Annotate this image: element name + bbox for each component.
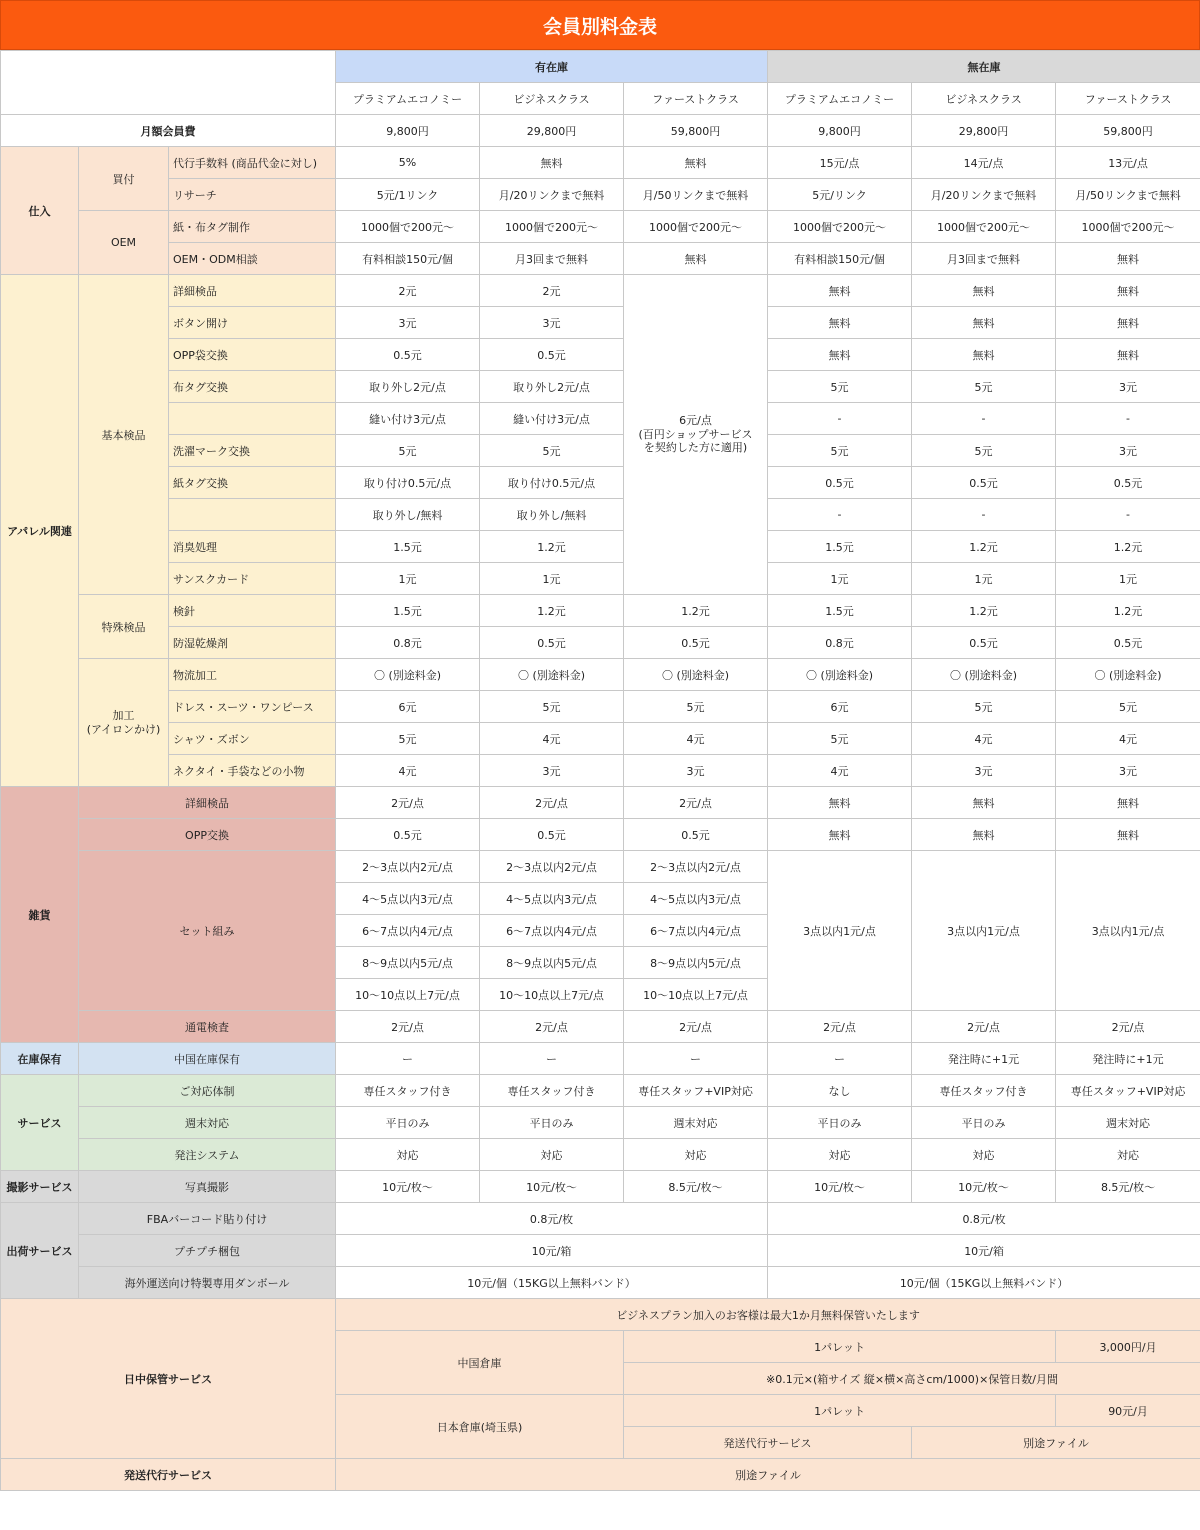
table-row bbox=[1, 1139, 1200, 1171]
value-cell: 15元/点 bbox=[768, 147, 912, 179]
value-cell: 0.5元 bbox=[768, 467, 912, 499]
value-cell: 4元 bbox=[336, 755, 480, 787]
value-cell: 10～10点以上7元/点 bbox=[624, 979, 768, 1011]
item-label: 布タグ交換 bbox=[169, 371, 336, 403]
value-cell: 無料 bbox=[1056, 339, 1200, 371]
value-cell: 0.5元 bbox=[336, 339, 480, 371]
value-cell: 〇 (別途料金) bbox=[480, 659, 624, 691]
value-cell: 無料 bbox=[768, 819, 912, 851]
value-cell: 4～5点以内3元/点 bbox=[480, 883, 624, 915]
value-cell: 10元/個（15KG以上無料バンド） bbox=[768, 1267, 1200, 1299]
table-row bbox=[1, 1235, 1200, 1267]
table-row bbox=[1, 1043, 1200, 1075]
item-label: 検針 bbox=[169, 595, 336, 627]
value-cell: 取り外し/無料 bbox=[480, 499, 624, 531]
value-cell: 1.2元 bbox=[1056, 595, 1200, 627]
value-cell: 有料相談150元/個 bbox=[336, 243, 480, 275]
value-cell: 0.8元/枚 bbox=[768, 1203, 1200, 1235]
value-cell: 無料 bbox=[768, 787, 912, 819]
item-label: FBAバーコード貼り付け bbox=[79, 1203, 336, 1235]
merged-line: (百円ショップサービス bbox=[638, 427, 753, 441]
value-cell: 月/50リンクまで無料 bbox=[624, 179, 768, 211]
value-cell: 5元/リンク bbox=[768, 179, 912, 211]
value-cell: 1元 bbox=[336, 563, 480, 595]
value-cell: 4元 bbox=[480, 723, 624, 755]
value-cell: 10元/個（15KG以上無料バンド） bbox=[336, 1267, 768, 1299]
value-cell: 無料 bbox=[768, 307, 912, 339]
value-cell: 専任スタッフ+VIP対応 bbox=[624, 1075, 768, 1107]
value-cell: 2元/点 bbox=[336, 1011, 480, 1043]
merged-line: を契約した方に適用) bbox=[643, 441, 748, 455]
value-cell: 5元 bbox=[624, 691, 768, 723]
value-cell: - bbox=[912, 499, 1056, 531]
value-cell: 59,800円 bbox=[1056, 115, 1200, 147]
subcategory-kako bbox=[79, 659, 169, 787]
value-cell: 1.2元 bbox=[480, 595, 624, 627]
plan-header: ビジネスクラス bbox=[912, 83, 1056, 115]
value-cell: 5元 bbox=[912, 371, 1056, 403]
item-label: 海外運送向け特製専用ダンボール bbox=[79, 1267, 336, 1299]
value-cell: 10元/箱 bbox=[768, 1235, 1200, 1267]
value-cell: 1000個で200元～ bbox=[624, 211, 768, 243]
category-shiire: 仕入 bbox=[1, 147, 79, 275]
value-cell: 4元 bbox=[768, 755, 912, 787]
item-label-set: セット組み bbox=[79, 851, 336, 1011]
value-cell: 〇 (別途料金) bbox=[624, 659, 768, 691]
value-cell: 3元 bbox=[912, 755, 1056, 787]
value-cell: 無料 bbox=[624, 243, 768, 275]
plan-header: ファーストクラス bbox=[1056, 83, 1200, 115]
value-cell: 0.5元 bbox=[480, 819, 624, 851]
item-label: 中国在庫保有 bbox=[79, 1043, 336, 1075]
plan-header: プラミアムエコノミー bbox=[768, 83, 912, 115]
value-cell: 14元/点 bbox=[912, 147, 1056, 179]
item-label: OEM・ODM相談 bbox=[169, 243, 336, 275]
value-cell: 無料 bbox=[1056, 787, 1200, 819]
item-label: 詳細検品 bbox=[79, 787, 336, 819]
value-cell: 〇 (別途料金) bbox=[912, 659, 1056, 691]
item-label: 写真撮影 bbox=[79, 1171, 336, 1203]
table-row bbox=[1, 307, 1200, 339]
value-cell: 対応 bbox=[480, 1139, 624, 1171]
group-header-mu: 無在庫 bbox=[768, 51, 1200, 83]
value-cell: 10～10点以上7元/点 bbox=[480, 979, 624, 1011]
plan-header: プラミアムエコノミー bbox=[336, 83, 480, 115]
value-cell: 無料 bbox=[768, 275, 912, 307]
item-label: 防湿乾燥剤 bbox=[169, 627, 336, 659]
table-row bbox=[1, 1299, 1200, 1331]
value-cell: 3元 bbox=[1056, 435, 1200, 467]
value-cell: 対応 bbox=[1056, 1139, 1200, 1171]
value-cell: - bbox=[1056, 499, 1200, 531]
china-price: 3,000円/月 bbox=[1056, 1331, 1200, 1363]
table-row bbox=[1, 1203, 1200, 1235]
value-cell: 無料 bbox=[1056, 819, 1200, 851]
value-cell: 3点以内1元/点 bbox=[768, 851, 912, 1011]
value-cell: ー bbox=[624, 1043, 768, 1075]
value-cell: 〇 (別途料金) bbox=[768, 659, 912, 691]
value-cell: 6元 bbox=[768, 691, 912, 723]
item-label: 物流加工 bbox=[169, 659, 336, 691]
value-cell: 0.5元 bbox=[480, 339, 624, 371]
table-row bbox=[1, 499, 1200, 531]
china-pallet: 1パレット bbox=[624, 1331, 1056, 1363]
value-cell: 6～7点以内4元/点 bbox=[480, 915, 624, 947]
value-cell: 2元 bbox=[480, 275, 624, 307]
value-cell: 3元 bbox=[1056, 755, 1200, 787]
value-cell: 専任スタッフ付き bbox=[336, 1075, 480, 1107]
value-cell: 8.5元/枚～ bbox=[1056, 1171, 1200, 1203]
value-cell: 8～9点以内5元/点 bbox=[480, 947, 624, 979]
value-cell: 1000個で200元～ bbox=[1056, 211, 1200, 243]
item-label: 週末対応 bbox=[79, 1107, 336, 1139]
table-row bbox=[1, 275, 1200, 307]
value-cell: 1.2元 bbox=[624, 595, 768, 627]
value-cell: 無料 bbox=[912, 307, 1056, 339]
value-cell: 4元 bbox=[912, 723, 1056, 755]
item-label: 代行手数料 (商品代金に対し) bbox=[169, 147, 336, 179]
table-row bbox=[1, 1459, 1200, 1491]
item-label: 発注システム bbox=[79, 1139, 336, 1171]
table-row bbox=[1, 563, 1200, 595]
value-cell: 0.5元 bbox=[1056, 627, 1200, 659]
table-row bbox=[1, 1011, 1200, 1043]
value-cell: 取り外し2元/点 bbox=[480, 371, 624, 403]
value-cell: 2元/点 bbox=[1056, 1011, 1200, 1043]
value-cell: 専任スタッフ付き bbox=[480, 1075, 624, 1107]
value-cell: 取り付け0.5元/点 bbox=[336, 467, 480, 499]
subcategory-kaitsuke: 買付 bbox=[79, 147, 169, 211]
category-service: サービス bbox=[1, 1075, 79, 1171]
header-corner bbox=[1, 51, 336, 115]
category-zaiko: 在庫保有 bbox=[1, 1043, 79, 1075]
monthly-fee-label: 月額会員費 bbox=[1, 115, 336, 147]
table-row bbox=[1, 211, 1200, 243]
value-cell: 0.8元 bbox=[336, 627, 480, 659]
value-cell: 1.5元 bbox=[768, 595, 912, 627]
table-row bbox=[1, 467, 1200, 499]
value-cell: 4～5点以内3元/点 bbox=[624, 883, 768, 915]
kako-sublabel: (アイロンかけ) bbox=[86, 722, 161, 736]
table-row bbox=[1, 659, 1200, 691]
category-zakka: 雑貨 bbox=[1, 787, 79, 1043]
value-cell: 2元/点 bbox=[336, 787, 480, 819]
table-row bbox=[1, 595, 1200, 627]
value-cell: 無料 bbox=[912, 787, 1056, 819]
first-class-merged-cell bbox=[624, 275, 768, 595]
value-cell: 3元 bbox=[336, 307, 480, 339]
value-cell: 無料 bbox=[912, 339, 1056, 371]
value-cell: 平日のみ bbox=[480, 1107, 624, 1139]
value-cell: 3元 bbox=[624, 755, 768, 787]
hokan-note: ビジネスプラン加入のお客様は最大1か月無料保管いたします bbox=[336, 1299, 1200, 1331]
warehouse-china: 中国倉庫 bbox=[336, 1331, 624, 1395]
value-cell: - bbox=[912, 403, 1056, 435]
value-cell: 専任スタッフ+VIP対応 bbox=[1056, 1075, 1200, 1107]
table-row bbox=[1, 1171, 1200, 1203]
value-cell: 1000個で200元～ bbox=[768, 211, 912, 243]
value-cell: ー bbox=[768, 1043, 912, 1075]
value-cell: 1.5元 bbox=[336, 595, 480, 627]
item-label: 紙タグ交換 bbox=[169, 467, 336, 499]
subcategory-kihon: 基本検品 bbox=[79, 275, 169, 595]
value-cell: 〇 (別途料金) bbox=[1056, 659, 1200, 691]
value-cell: 2元/点 bbox=[912, 1011, 1056, 1043]
japan-pallet: 1パレット bbox=[624, 1395, 1056, 1427]
value-cell: 4元 bbox=[624, 723, 768, 755]
value-cell: 1元 bbox=[480, 563, 624, 595]
monthly-fee-row bbox=[1, 115, 1200, 147]
value-cell: 0.5元 bbox=[912, 467, 1056, 499]
value-cell: 無料 bbox=[624, 147, 768, 179]
value-cell: 0.5元 bbox=[624, 627, 768, 659]
item-label: 詳細検品 bbox=[169, 275, 336, 307]
value-cell: 1.5元 bbox=[336, 531, 480, 563]
value-cell: 3元 bbox=[1056, 371, 1200, 403]
value-cell: 2元/点 bbox=[624, 787, 768, 819]
table-row bbox=[1, 179, 1200, 211]
category-hokan: 日中保管サービス bbox=[1, 1299, 336, 1459]
value-cell: 3点以内1元/点 bbox=[1056, 851, 1200, 1011]
table-row bbox=[1, 371, 1200, 403]
value-cell: 6～7点以内4元/点 bbox=[336, 915, 480, 947]
value-cell: 取り付け0.5元/点 bbox=[480, 467, 624, 499]
value-cell: 月/20リンクまで無料 bbox=[912, 179, 1056, 211]
category-shukka: 出荷サービス bbox=[1, 1203, 79, 1299]
value-cell: 6元 bbox=[336, 691, 480, 723]
group-header-ari: 有在庫 bbox=[336, 51, 768, 83]
table-row bbox=[1, 1107, 1200, 1139]
value-cell: 1.2元 bbox=[912, 531, 1056, 563]
value-cell: 3元 bbox=[480, 755, 624, 787]
value-cell: 5元 bbox=[480, 691, 624, 723]
value-cell: 無料 bbox=[1056, 275, 1200, 307]
value-cell: 29,800円 bbox=[912, 115, 1056, 147]
value-cell: 1000個で200元～ bbox=[480, 211, 624, 243]
value-cell: 無料 bbox=[480, 147, 624, 179]
value-cell: 59,800円 bbox=[624, 115, 768, 147]
value-cell: - bbox=[768, 403, 912, 435]
value-cell: 0.5元 bbox=[912, 627, 1056, 659]
item-label: サンスクカード bbox=[169, 563, 336, 595]
value-cell: 10元/箱 bbox=[336, 1235, 768, 1267]
value-cell: 2～3点以内2元/点 bbox=[336, 851, 480, 883]
table-row bbox=[1, 755, 1200, 787]
value-cell: 対応 bbox=[912, 1139, 1056, 1171]
value-cell: 平日のみ bbox=[768, 1107, 912, 1139]
item-label: リサーチ bbox=[169, 179, 336, 211]
value-cell: 1.2元 bbox=[912, 595, 1056, 627]
table-row bbox=[1, 147, 1200, 179]
value-cell: 0.5元 bbox=[1056, 467, 1200, 499]
value-cell: 1.5元 bbox=[768, 531, 912, 563]
item-label: プチプチ梱包 bbox=[79, 1235, 336, 1267]
table-row bbox=[1, 723, 1200, 755]
value-cell: 0.8元 bbox=[768, 627, 912, 659]
table-row bbox=[1, 435, 1200, 467]
value-cell: 5元 bbox=[480, 435, 624, 467]
merged-line: 6元/点 bbox=[679, 413, 712, 427]
table-row bbox=[1, 339, 1200, 371]
value-cell: - bbox=[768, 499, 912, 531]
value-cell: 10元/枚～ bbox=[336, 1171, 480, 1203]
item-label: 洗濯マーク交換 bbox=[169, 435, 336, 467]
value-cell: 10元/枚～ bbox=[480, 1171, 624, 1203]
value-cell: 3点以内1元/点 bbox=[912, 851, 1056, 1011]
value-cell: 月3回まで無料 bbox=[912, 243, 1056, 275]
value-cell: 無料 bbox=[1056, 307, 1200, 339]
value-cell: 平日のみ bbox=[336, 1107, 480, 1139]
value-cell: 対応 bbox=[768, 1139, 912, 1171]
category-apparel: アパレル関連 bbox=[1, 275, 79, 787]
subcategory-oem: OEM bbox=[79, 211, 169, 275]
table-row bbox=[1, 851, 1200, 883]
item-label: ネクタイ・手袋などの小物 bbox=[169, 755, 336, 787]
page-title: 会員別料金表 bbox=[0, 0, 1200, 50]
value-cell: 週末対応 bbox=[1056, 1107, 1200, 1139]
subcategory-tokushu: 特殊検品 bbox=[79, 595, 169, 659]
value-cell: 有料相談150元/個 bbox=[768, 243, 912, 275]
value-cell: 専任スタッフ付き bbox=[912, 1075, 1056, 1107]
value-cell: 5元 bbox=[336, 723, 480, 755]
value-cell: ー bbox=[480, 1043, 624, 1075]
value-cell: 0.5元 bbox=[480, 627, 624, 659]
value-cell: 発注時に+1元 bbox=[1056, 1043, 1200, 1075]
table-row bbox=[1, 819, 1200, 851]
value-cell: 縫い付け3元/点 bbox=[480, 403, 624, 435]
plan-header: ビジネスクラス bbox=[480, 83, 624, 115]
item-label bbox=[169, 403, 336, 435]
value-cell: 1元 bbox=[912, 563, 1056, 595]
value-cell: 0.8元/枚 bbox=[336, 1203, 768, 1235]
value-cell: 0.5元 bbox=[624, 819, 768, 851]
warehouse-japan: 日本倉庫(埼玉県) bbox=[336, 1395, 624, 1459]
value-cell: なし bbox=[768, 1075, 912, 1107]
item-label: ボタン開け bbox=[169, 307, 336, 339]
value-cell: 1000個で200元～ bbox=[912, 211, 1056, 243]
value-cell: 1.2元 bbox=[480, 531, 624, 563]
value-cell: 2元 bbox=[336, 275, 480, 307]
value-cell: 2元/点 bbox=[768, 1011, 912, 1043]
item-label: 紙・布タグ制作 bbox=[169, 211, 336, 243]
value-cell: 5元 bbox=[912, 691, 1056, 723]
value-cell: 2元/点 bbox=[480, 787, 624, 819]
value-cell: 29,800円 bbox=[480, 115, 624, 147]
china-formula: ※0.1元×(箱サイズ 縦×横×高さcm/1000)×保管日数/月間 bbox=[624, 1363, 1200, 1395]
value-cell: 10元/枚～ bbox=[768, 1171, 912, 1203]
value-cell: 対応 bbox=[624, 1139, 768, 1171]
value-cell: 〇 (別途料金) bbox=[336, 659, 480, 691]
price-table bbox=[0, 50, 1200, 1491]
kako-label: 加工 bbox=[112, 708, 135, 722]
category-hasso: 発送代行サービス bbox=[1, 1459, 336, 1491]
value-cell: 5元 bbox=[768, 435, 912, 467]
value-cell: 対応 bbox=[336, 1139, 480, 1171]
hasso-value: 別途ファイル bbox=[336, 1459, 1200, 1491]
value-cell: 発注時に+1元 bbox=[912, 1043, 1056, 1075]
value-cell: 4元 bbox=[1056, 723, 1200, 755]
value-cell: 無料 bbox=[1056, 243, 1200, 275]
value-cell: 週末対応 bbox=[624, 1107, 768, 1139]
item-label: シャツ・ズボン bbox=[169, 723, 336, 755]
value-cell: 0.5元 bbox=[336, 819, 480, 851]
value-cell: 5元 bbox=[336, 435, 480, 467]
japan-file: 別途ファイル bbox=[912, 1427, 1200, 1459]
value-cell: 5元 bbox=[1056, 691, 1200, 723]
item-label: ご対応体制 bbox=[79, 1075, 336, 1107]
header-group-row bbox=[1, 51, 1200, 83]
item-label: ドレス・スーツ・ワンピース bbox=[169, 691, 336, 723]
value-cell: 5% bbox=[336, 147, 480, 179]
table-row bbox=[1, 787, 1200, 819]
value-cell: 取り外し2元/点 bbox=[336, 371, 480, 403]
value-cell: 6～7点以内4元/点 bbox=[624, 915, 768, 947]
value-cell: 9,800円 bbox=[336, 115, 480, 147]
value-cell: 5元 bbox=[768, 723, 912, 755]
value-cell: 縫い付け3元/点 bbox=[336, 403, 480, 435]
item-label: OPP袋交換 bbox=[169, 339, 336, 371]
item-label: 通電検査 bbox=[79, 1011, 336, 1043]
table-row bbox=[1, 691, 1200, 723]
value-cell: 2元/点 bbox=[480, 1011, 624, 1043]
table-row bbox=[1, 1075, 1200, 1107]
value-cell: 2～3点以内2元/点 bbox=[624, 851, 768, 883]
japan-daiko: 発送代行サービス bbox=[624, 1427, 912, 1459]
value-cell: 無料 bbox=[912, 275, 1056, 307]
item-label: 消臭処理 bbox=[169, 531, 336, 563]
value-cell: 3元 bbox=[480, 307, 624, 339]
value-cell: 1.2元 bbox=[1056, 531, 1200, 563]
table-row bbox=[1, 403, 1200, 435]
value-cell: 月/20リンクまで無料 bbox=[480, 179, 624, 211]
plan-header: ファーストクラス bbox=[624, 83, 768, 115]
value-cell: 1元 bbox=[768, 563, 912, 595]
value-cell: 無料 bbox=[768, 339, 912, 371]
table-row bbox=[1, 243, 1200, 275]
value-cell: 10元/枚～ bbox=[912, 1171, 1056, 1203]
value-cell: 2～3点以内2元/点 bbox=[480, 851, 624, 883]
value-cell: 2元/点 bbox=[624, 1011, 768, 1043]
value-cell: 5元 bbox=[768, 371, 912, 403]
value-cell: 10～10点以上7元/点 bbox=[336, 979, 480, 1011]
value-cell: 13元/点 bbox=[1056, 147, 1200, 179]
table-row bbox=[1, 1267, 1200, 1299]
value-cell: 平日のみ bbox=[912, 1107, 1056, 1139]
value-cell: ー bbox=[336, 1043, 480, 1075]
value-cell: - bbox=[1056, 403, 1200, 435]
value-cell: 8.5元/枚～ bbox=[624, 1171, 768, 1203]
category-satsuei: 撮影サービス bbox=[1, 1171, 79, 1203]
value-cell: 9,800円 bbox=[768, 115, 912, 147]
value-cell: 無料 bbox=[912, 819, 1056, 851]
item-label: OPP交換 bbox=[79, 819, 336, 851]
value-cell: 5元/1リンク bbox=[336, 179, 480, 211]
table-row bbox=[1, 531, 1200, 563]
table-row bbox=[1, 627, 1200, 659]
value-cell: 1元 bbox=[1056, 563, 1200, 595]
value-cell: 1000個で200元～ bbox=[336, 211, 480, 243]
value-cell: 8～9点以内5元/点 bbox=[336, 947, 480, 979]
value-cell: 取り外し/無料 bbox=[336, 499, 480, 531]
item-label bbox=[169, 499, 336, 531]
value-cell: 4～5点以内3元/点 bbox=[336, 883, 480, 915]
value-cell: 8～9点以内5元/点 bbox=[624, 947, 768, 979]
japan-price: 90元/月 bbox=[1056, 1395, 1200, 1427]
value-cell: 月/50リンクまで無料 bbox=[1056, 179, 1200, 211]
value-cell: 月3回まで無料 bbox=[480, 243, 624, 275]
value-cell: 5元 bbox=[912, 435, 1056, 467]
